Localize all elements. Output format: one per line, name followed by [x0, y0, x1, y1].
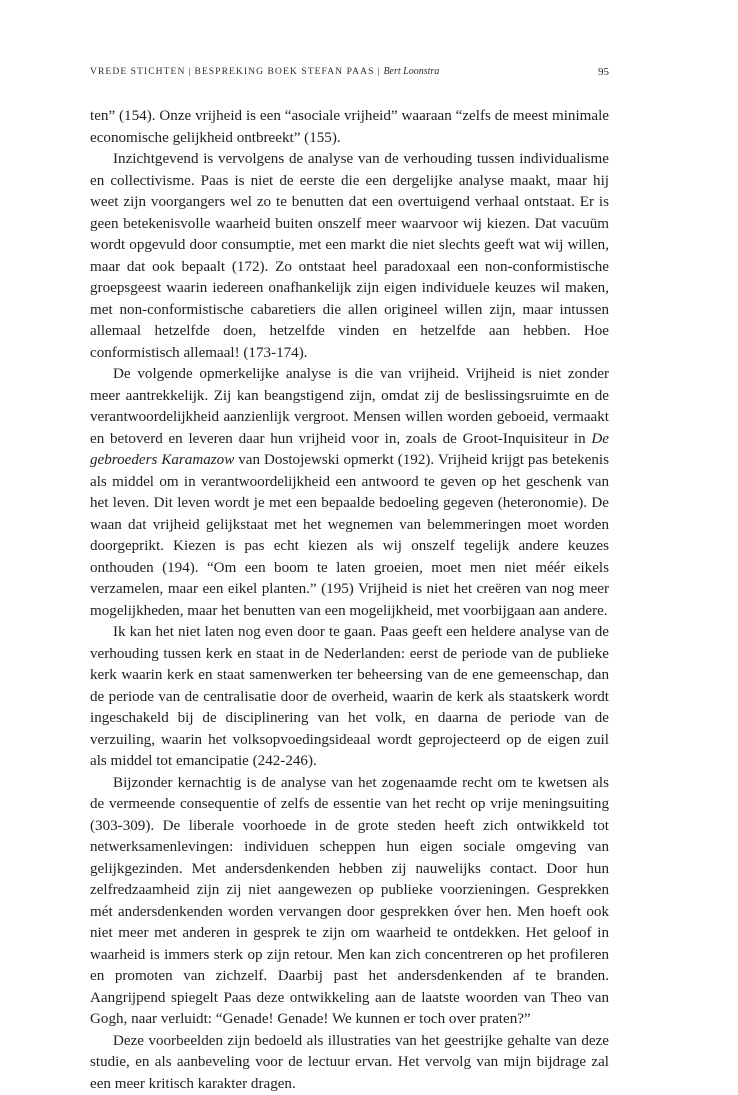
running-subtitle: BESPREKING BOEK STEFAN PAAS: [194, 66, 374, 77]
body-text: [90, 106, 609, 1095]
running-head: [90, 64, 609, 80]
paragraph-continued: ten” (154). Onze vrijheid is een “asociale vrijheid” waaraan “zelfs de meest minimale economische gelijkheid ontbreekt” (155).: [90, 106, 609, 149]
book-page: [90, 64, 609, 80]
paragraph-church-state: Ik kan het niet laten nog even door te gaan. Paas geeft een heldere analyse van de verhouding tussen kerk en staat in de Nederlanden: eerst de periode van de publieke kerk waarin kerk en staat samenwerken ter beheersing van de ene gemeenschap, dan de periode van de centralisatie door de overheid, waarin de kerk als staatskerk wordt ingeschakeld bij de disciplinering van het volk, en daarna de periode van de verzuiling, waarin het volksopvoedingsideaal wordt geprojecteerd op de eigen zuil als middel tot emancipatie (242-246).: [90, 622, 609, 773]
book-title-karamazow: De gebroeders Karamazow: [90, 431, 609, 469]
running-author: Bert Loonstra: [383, 66, 439, 77]
paragraph-freedom: [90, 364, 609, 622]
header-separator: |: [377, 66, 380, 77]
header-separator: |: [188, 66, 191, 77]
paragraph-right-to-offend: Bijzonder kernachtig is de analyse van het zogenaamde recht om te kwetsen als de vermeende consequentie of zelfs de essentie van het recht op vrije meningsuiting (303-309). De liberale voorhoede in de grote steden heeft zich ontwikkeld tot netwerksamenlevingen: individuen scheppen hun eigen sociale omgeving van gelijkgezinden. Met andersdenkenden hebben zij nauwelijks contact. Door hun zelfredzaamheid zijn zij niet aangewezen op publieke voorzieningen. Gesprekken mét andersdenkenden worden vervangen door gesprekken óver hen. Men hoeft ook niet meer met anderen in gesprek te zijn om waarheid te ontdekken. Het geloof in waarheid is immers sterk op zijn retour. Men kan zich concentreren op het profileren en promoten van zichzelf. Daarbij past het andersdenkenden af te branden. Aangrijpend spiegelt Paas deze ontwikkeling aan de laatste woorden van Theo van Gogh, naar verluidt: “Genade! Genade! We kunnen er toch over praten?”: [90, 773, 609, 1031]
paragraph-freedom-part2: van Dostojewski opmerkt (192). Vrijheid krijgt pas betekenis als middel om in verantwoordelijkheid een antwoord te geven op het geschenk van het leven. Dit leven wordt je met een bepaalde bedoeling gegeven (heteronomie). De waan dat vrijheid gelijkstaat met het wegnemen van belemmeringen moet worden doorgeprikt. Kiezen is pas echt kiezen als wij onszelf tegelijk andere keuzes onthouden (194). “Om een boom te laten groeien, moet men niet méér eikels verzamelen, maar een eikel planten.” (195) Vrijheid is niet het creëren van nog meer mogelijkheden, maar het benutten van een mogelijkheid, met voorbijgaan aan andere.: [90, 452, 609, 619]
paragraph-individualism: Inzichtgevend is vervolgens de analyse van de verhouding tussen individualisme en collectivisme. Paas is niet de eerste die een dergelijke analyse maakt, maar hij weet zijn voorgangers wel zo te benutten dat een overtuigend verhaal ontstaat. Er is geen betekenisvolle waarheid buiten onszelf meer waarvoor wij kiezen. Dat vacuüm wordt opgevuld door consumptie, met een markt die niet slechts geeft wat wij willen, maar dat ook bepaalt (172). Zo ontstaat heel paradoxaal een non-conformistische groepsgeest waarin iedereen onafhankelijk zijn eigen individuele keuzes wil maken, met non-conformistische cabaretiers die allen origineel willen zijn, maar intussen allemaal hetzelfde doen, hetzelfde vinden en hetzelfde aan hebben. Hoe conformistisch allemaal! (173-174).: [90, 149, 609, 364]
running-title-group: [90, 64, 439, 80]
paragraph-freedom-part1: De volgende opmerkelijke analyse is die van vrijheid. Vrijheid is niet zonder meer aantrekkelijk. Zij kan beangstigend zijn, omdat zij de beslissingsruimte en de verantwoordelijkheid aanzienlijk vergroot. Mensen willen worden geboeid, vermaakt en betoverd en leveren daar hun vrijheid voor in, zoals de Groot-Inquisiteur in: [90, 366, 609, 447]
page-number: 95: [598, 64, 609, 80]
running-title: VREDE STICHTEN: [90, 66, 185, 77]
paragraph-conclusion: Deze voorbeelden zijn bedoeld als illustraties van het geestrijke gehalte van deze studie, en als aanbeveling voor de lectuur ervan. Het vervolg van mijn bijdrage zal een meer kritisch karakter dragen.: [90, 1031, 609, 1095]
